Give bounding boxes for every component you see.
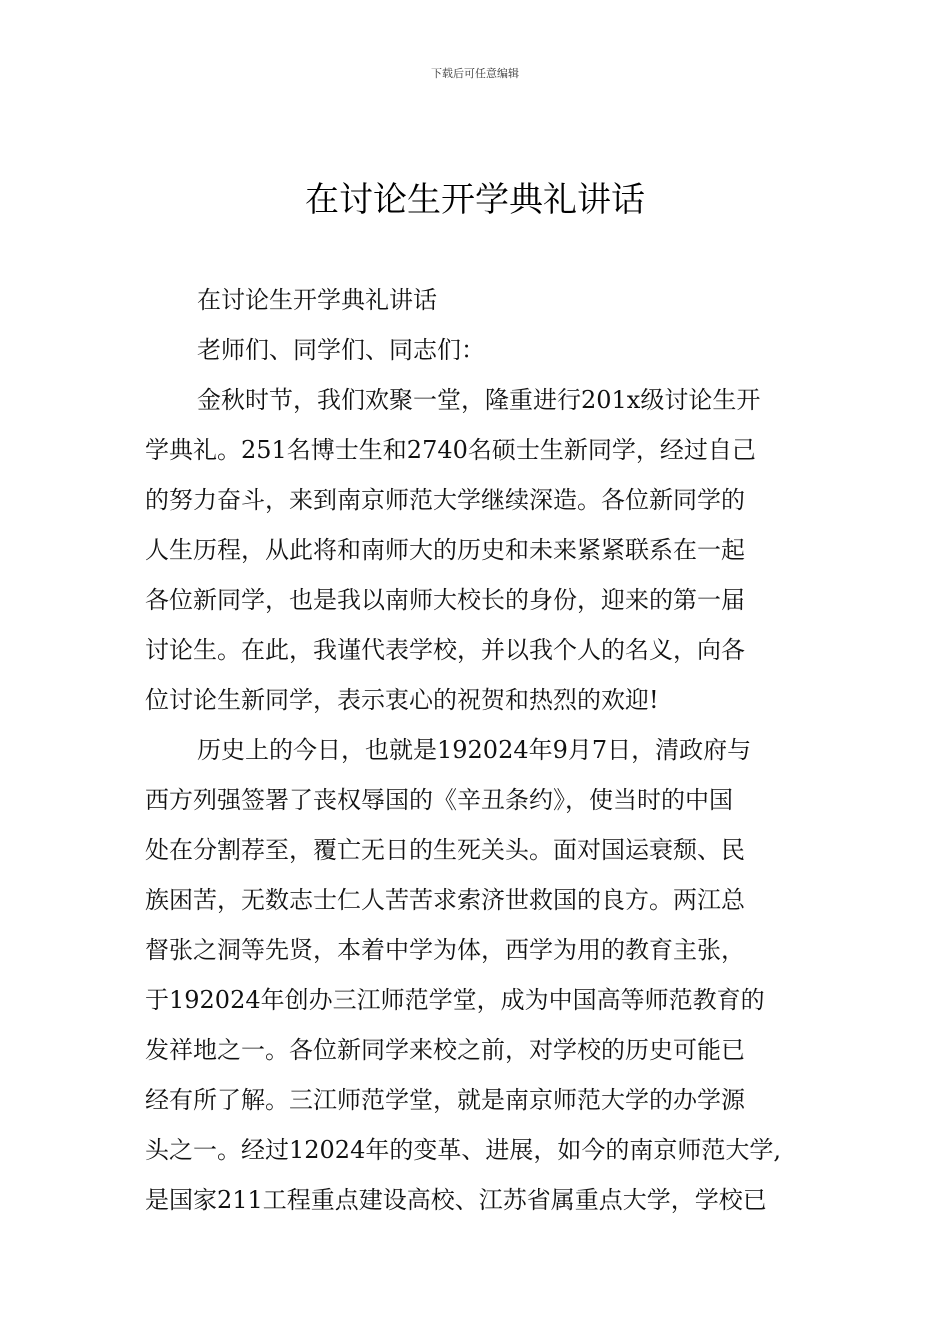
- body-text-line: 族困苦，无数志士仁人苦苦求索济世救国的良方。两江总: [145, 886, 745, 914]
- body-text-line: 学典礼。251名博士生和2740名硕士生新同学，经过自己: [145, 436, 756, 464]
- body-text-line: 老师们、同学们、同志们：: [197, 336, 485, 364]
- body-text-line: 历史上的今日，也就是192024年9月7日，清政府与: [197, 736, 752, 764]
- page-header-note: 下载后可任意编辑: [431, 67, 519, 80]
- body-text-line: 各位新同学，也是我以南师大校长的身份，迎来的第一届: [145, 586, 745, 614]
- body-text-line: 发祥地之一。各位新同学来校之前，对学校的历史可能已: [145, 1036, 745, 1064]
- body-text-line: 讨论生。在此，我谨代表学校，并以我个人的名义，向各: [145, 636, 745, 664]
- body-text-line: 在讨论生开学典礼讲话: [197, 286, 437, 314]
- body-text-line: 处在分割荐至，覆亡无日的生死关头。面对国运衰颓、民: [145, 836, 745, 864]
- document-body: [145, 275, 810, 1225]
- body-text-line: 的努力奋斗，来到南京师范大学继续深造。各位新同学的: [145, 486, 745, 514]
- body-text-line: 经有所了解。三江师范学堂，就是南京师范大学的办学源: [145, 1086, 745, 1114]
- body-text-line: 金秋时节，我们欢聚一堂，隆重进行201x级讨论生开: [197, 386, 761, 414]
- body-text-line: 是国家211工程重点建设高校、江苏省属重点大学，学校已: [145, 1186, 767, 1214]
- document-title: 在讨论生开学典礼讲话: [305, 180, 645, 220]
- body-text-line: 西方列强签署了丧权辱国的《辛丑条约》，使当时的中国: [145, 786, 733, 814]
- body-text-line: 于192024年创办三江师范学堂，成为中国高等师范教育的: [145, 986, 765, 1014]
- body-text-line: 人生历程，从此将和南师大的历史和未来紧紧联系在一起: [145, 536, 745, 564]
- body-text-line: 督张之洞等先贤，本着中学为体，西学为用的教育主张，: [145, 936, 745, 964]
- body-text-line: 头之一。经过12024年的变革、进展，如今的南京师范大学,: [145, 1136, 781, 1164]
- body-text-line: 位讨论生新同学，表示衷心的祝贺和热烈的欢迎!: [145, 686, 659, 714]
